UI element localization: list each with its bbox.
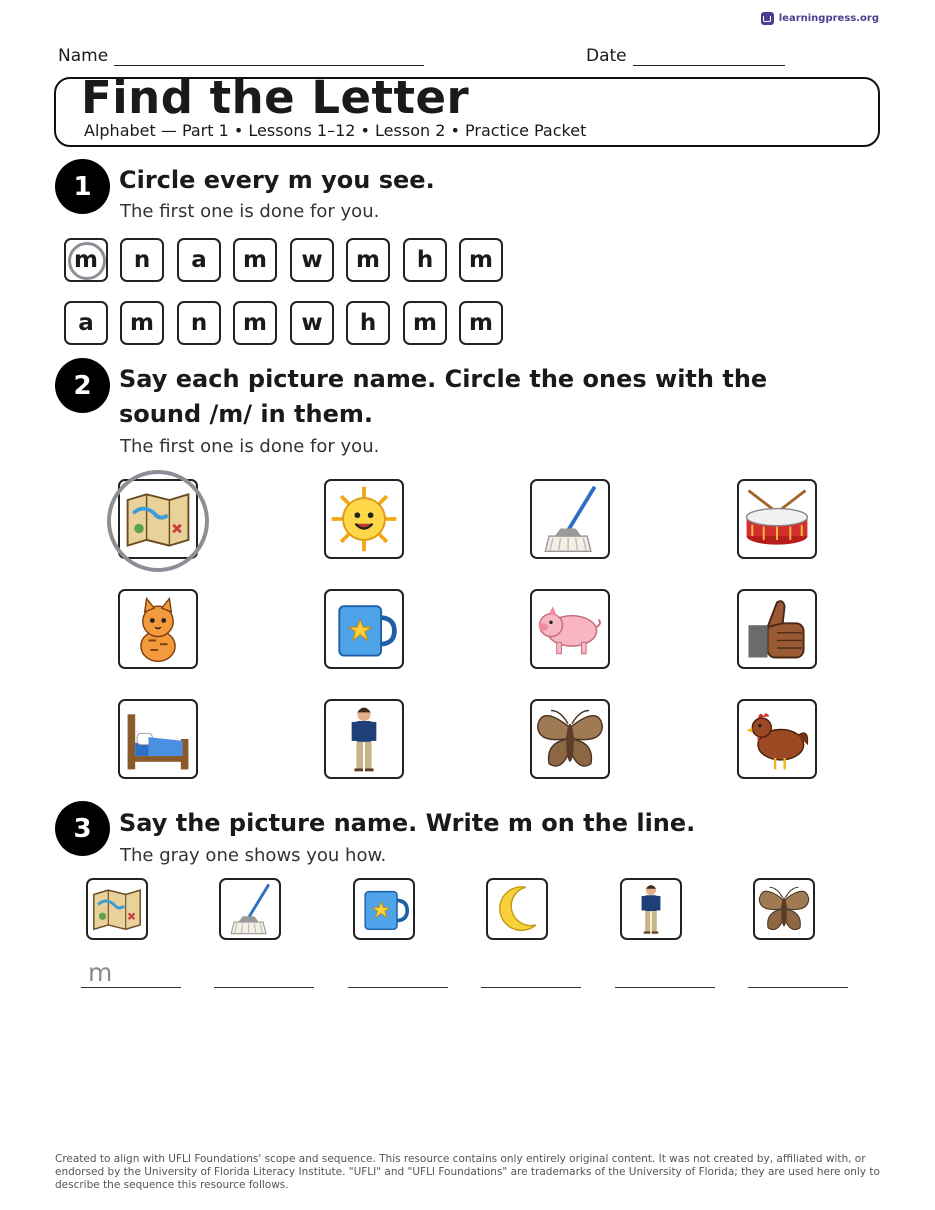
bed-icon[interactable] [118,699,198,779]
example-answer: m [88,958,113,987]
section-3-number: 3 [55,801,110,856]
date-label: Date [586,46,627,66]
letter-tile[interactable]: m [120,301,164,345]
letter-tile[interactable]: m [233,301,277,345]
letter-tile[interactable]: w [290,301,334,345]
thumb-icon[interactable] [737,589,817,669]
write-line[interactable] [481,987,581,988]
title-box [54,71,880,147]
drum-icon[interactable] [737,479,817,559]
letter-tile[interactable]: n [177,301,221,345]
mug-icon[interactable] [324,589,404,669]
page-subtitle: Alphabet — Part 1 • Lessons 1–12 • Lesson 2 • Practice Packet [84,121,587,140]
date-line [633,49,785,66]
mop-icon [219,878,281,940]
name-line [114,49,424,66]
section-2-instruction: Say each picture name. Circle the ones with the sound /m/ in them. [119,365,768,428]
letter-tile[interactable]: h [346,301,390,345]
letter-tile[interactable]: m [346,238,390,282]
section-1-note: The first one is done for you. [120,201,380,222]
moth-icon[interactable] [530,699,610,779]
footer-disclaimer: Created to align with UFLI Foundations' scope and sequence. This resource contains only entirely original content. It was not created by, affiliated with, or endorsed by the University of Florida Literacy Institute. "UFLI" and "UFLI Foundations" are trademarks of the University of Florida; they are used here only to describe the sequence this resource follows. [55,1153,880,1191]
name-field[interactable] [58,46,424,66]
write-line[interactable] [348,987,448,988]
name-label: Name [58,46,109,66]
man-icon [620,878,682,940]
man-icon[interactable] [324,699,404,779]
letter-tile[interactable]: w [290,238,334,282]
letter-tile[interactable]: m [233,238,277,282]
write-line[interactable] [81,987,181,988]
letter-tile[interactable]: m [459,238,503,282]
cat-icon[interactable] [118,589,198,669]
letter-tile[interactable]: m [64,238,108,282]
moon-icon [486,878,548,940]
write-line[interactable] [748,987,848,988]
hen-icon[interactable] [737,699,817,779]
pig-icon[interactable] [530,589,610,669]
letter-tile[interactable]: a [64,301,108,345]
brand-logo-icon [761,12,774,25]
moth-icon [753,878,815,940]
date-field[interactable] [586,46,785,66]
mop-icon[interactable] [530,479,610,559]
mug-icon [353,878,415,940]
example-picture-circle [107,470,209,572]
letter-tile[interactable]: m [403,301,447,345]
map-icon [86,878,148,940]
letter-tile[interactable]: a [177,238,221,282]
write-line[interactable] [615,987,715,988]
brand-link[interactable] [761,12,879,25]
page-title: Find the Letter [81,71,470,124]
write-line[interactable] [214,987,314,988]
brand-name: learningpress.org [778,13,879,24]
section-1-instruction: Circle every m you see. [119,166,435,194]
sun-icon[interactable] [324,479,404,559]
section-1-number: 1 [55,159,110,214]
section-3-instruction: Say the picture name. Write m on the line. [119,809,696,837]
letter-tile[interactable]: h [403,238,447,282]
section-2-note: The first one is done for you. [120,436,380,457]
section-2-number: 2 [55,358,110,413]
example-circle [68,242,106,280]
section-3-note: The gray one shows you how. [120,845,387,866]
letter-tile[interactable]: n [120,238,164,282]
letter-tile[interactable]: m [459,301,503,345]
